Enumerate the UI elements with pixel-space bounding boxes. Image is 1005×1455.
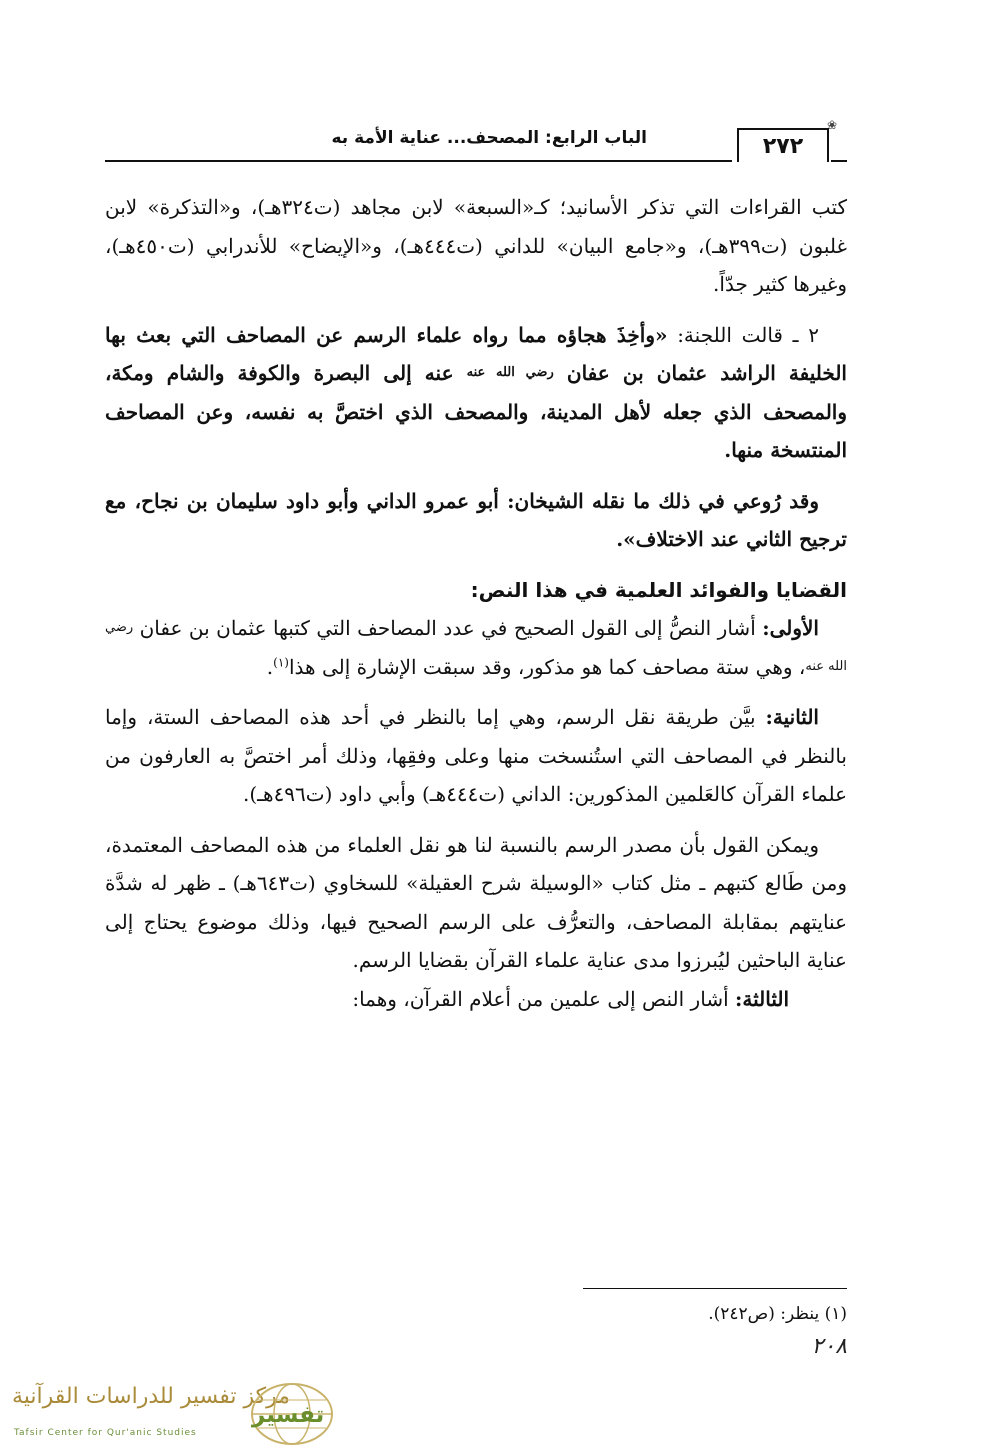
- tafsir-center-logo: [0, 1378, 345, 1455]
- paragraph-first: [105, 609, 847, 686]
- footnote-ref-1[interactable]: (١): [273, 654, 289, 669]
- handwritten-note: ٢٠٨: [811, 1334, 847, 1359]
- running-title: الباب الرابع: المصحف... عناية الأمة به: [331, 128, 647, 148]
- paragraph-source-of-rasm: ويمكن القول بأن مصدر الرسم بالنسبة لنا هو نقل العلماء من هذه المصاحف المعتمدة، ومن طَالع كتبهم ـ مثل كتاب «الوسيلة شرح العقيلة» للسخاوي (ت٦٤٣هـ) ـ ظهر له شدَّة عنايتهم بمقابلة المصاحف، والتعرُّف على الرسم الصحيح فيها، وذلك موضوع يحتاج إلى عناية الباحثين ليُبرزوا مدى عناية علماء القرآن بقضايا الرسم.: [105, 832, 847, 972]
- first-label: الأولى:: [762, 616, 819, 640]
- honorific-glyph-2: رضي الله عنه: [105, 620, 847, 674]
- paragraph-second: [105, 698, 847, 814]
- header-rule: [105, 160, 732, 162]
- paragraph-shaykhs: وقد رُوعي في ذلك ما نقله الشيخان: أبو عمرو الداني وأبو داود سليمان بن نجاح، مع ترجيح الثاني عند الاختلاف».: [105, 488, 847, 551]
- main-text: [105, 188, 847, 1018]
- committee-lead: ٢ ـ قالت اللجنة:: [667, 322, 819, 347]
- paragraph-sources: كتب القراءات التي تذكر الأسانيد؛ كـ«السبعة» لابن مجاهد (ت٣٢٤هـ)، و«التذكرة» لابن غلبون (ت٣٩٩هـ)، و«جامع البيان» للداني (ت٤٤٤هـ)، و«الإيضاح» للأندرابي (ت٤٥٠هـ)، وغيرها كثير جدّاً.: [105, 195, 847, 296]
- ornament-icon: ❀: [827, 118, 838, 132]
- header-rule-tail: [831, 160, 847, 162]
- logo-sub-text: Tafsir Center for Qur'anic Studies: [14, 1428, 197, 1438]
- logo-main-text: مركز تفسير للدراسات القرآنية: [12, 1384, 291, 1409]
- paragraph-third: [105, 980, 847, 1019]
- footnote-1: (١) ينظر: (ص٢٤٢).: [708, 1304, 847, 1324]
- committee-quote-b: عنه إلى البصرة والكوفة والشام ومكة، والمصحف الذي جعله لأهل المدينة، والمصحف الذي اختصَّ به نفسه، وعن المصاحف المنتسخة منها.: [105, 361, 847, 462]
- paragraph-committee: [105, 316, 847, 470]
- honorific-glyph: رضي الله عنه: [466, 365, 554, 380]
- page-number: [737, 128, 829, 162]
- third-label: الثالثة:: [734, 986, 789, 1011]
- first-text-end: .: [266, 654, 274, 679]
- first-text-b: ، وهي ستة مصاحف كما هو مذكور، وقد سبقت الإشارة إلى هذا: [288, 654, 806, 679]
- page-header: [105, 118, 847, 168]
- committee-quote-a: «وأخِذَ هجاؤه مما رواه علماء الرسم عن المصاحف التي بعث بها الخليفة الراشد عثمان بن عفان: [105, 322, 847, 385]
- logo-mark-text: تفسير: [252, 1402, 325, 1428]
- first-text-a: أشار النصُّ إلى القول الصحيح في عدد المصاحف التي كتبها عثمان بن عفان: [133, 616, 763, 640]
- footnote-rule: [583, 1288, 847, 1289]
- section-heading: القضايا والفوائد العلمية في هذا النص:: [470, 577, 847, 602]
- second-label: الثانية:: [765, 705, 819, 729]
- second-text: بيَّن طريقة نقل الرسم، وهي إما بالنظر في أحد هذه المصاحف الستة، وإما بالنظر في المصاحف التي استُنسخت منها وعلى وفقِها، وذلك أمر اختصَّ به العارفون من علماء القرآن كالعَلمين المذكورين: الداني (ت٤٤٤هـ) وأبي داود (ت٤٩٦هـ).: [105, 705, 847, 806]
- third-text: أشار النص إلى علمين من أعلام القرآن، وهما:: [352, 986, 735, 1011]
- page-number-text: ٢٧٢: [762, 134, 804, 159]
